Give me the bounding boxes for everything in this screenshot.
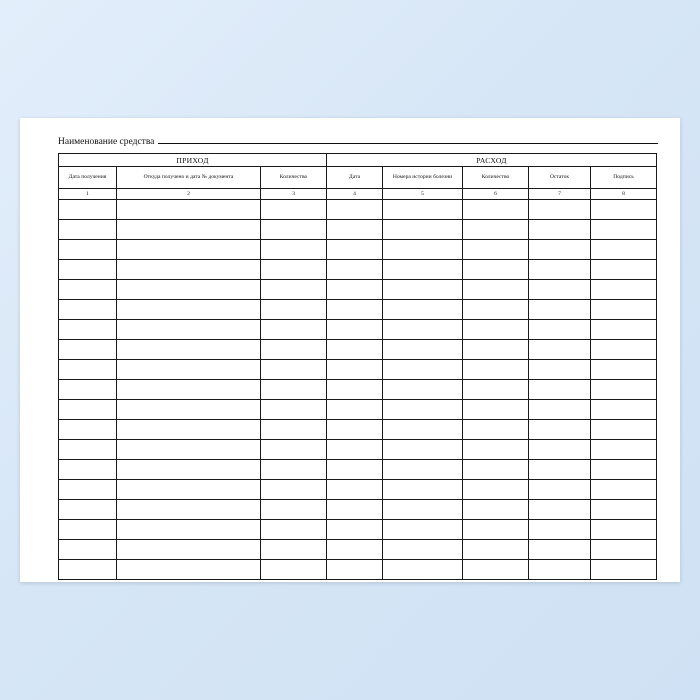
table-body: [59, 200, 657, 580]
column-header-row: [59, 167, 657, 189]
table-cell[interactable]: [463, 240, 529, 260]
table-cell[interactable]: [591, 420, 657, 440]
table-cell[interactable]: [383, 500, 463, 520]
table-cell[interactable]: [261, 460, 327, 480]
table-cell[interactable]: [463, 500, 529, 520]
group-header-prihod: ПРИХОД: [59, 154, 327, 167]
table-cell[interactable]: [529, 520, 591, 540]
table-cell[interactable]: [383, 280, 463, 300]
column-header-case-history-numbers: Номера истории болезни: [383, 167, 463, 189]
table-cell[interactable]: [261, 260, 327, 280]
table-row[interactable]: [59, 340, 657, 360]
table-cell[interactable]: [529, 540, 591, 560]
table-row[interactable]: [59, 360, 657, 380]
table-row[interactable]: [59, 500, 657, 520]
table-cell[interactable]: [59, 380, 117, 400]
table-row[interactable]: [59, 400, 657, 420]
table-row[interactable]: [59, 520, 657, 540]
table-cell[interactable]: [327, 360, 383, 380]
table-cell[interactable]: [261, 360, 327, 380]
table-cell[interactable]: [529, 220, 591, 240]
table-row[interactable]: [59, 240, 657, 260]
document-content: [42, 134, 662, 570]
table-cell[interactable]: [59, 480, 117, 500]
table-cell[interactable]: [117, 540, 261, 560]
table-row[interactable]: [59, 540, 657, 560]
column-header-quantity-out: Количество: [463, 167, 529, 189]
table-cell[interactable]: [327, 440, 383, 460]
table-cell[interactable]: [383, 200, 463, 220]
table-cell[interactable]: [327, 460, 383, 480]
table-cell[interactable]: [59, 220, 117, 240]
table-cell[interactable]: [261, 500, 327, 520]
table-cell[interactable]: [529, 260, 591, 280]
table-cell[interactable]: [261, 300, 327, 320]
table-cell[interactable]: [463, 340, 529, 360]
table-cell[interactable]: [591, 480, 657, 500]
table-cell[interactable]: [529, 300, 591, 320]
table-cell[interactable]: [59, 360, 117, 380]
table-cell[interactable]: [261, 380, 327, 400]
table-cell[interactable]: [261, 560, 327, 580]
table-cell[interactable]: [117, 480, 261, 500]
table-cell[interactable]: [117, 340, 261, 360]
table-cell[interactable]: [261, 240, 327, 260]
table-cell[interactable]: [117, 460, 261, 480]
table-cell[interactable]: [591, 400, 657, 420]
table-cell[interactable]: [383, 520, 463, 540]
table-cell[interactable]: [383, 300, 463, 320]
table-cell[interactable]: [383, 440, 463, 460]
column-number-row: [59, 189, 657, 200]
table-cell[interactable]: [591, 220, 657, 240]
table-cell[interactable]: [383, 320, 463, 340]
table-cell[interactable]: [463, 420, 529, 440]
table-row[interactable]: [59, 320, 657, 340]
column-number-5: 5: [383, 189, 463, 200]
table-cell[interactable]: [383, 400, 463, 420]
table-cell[interactable]: [591, 440, 657, 460]
table-cell[interactable]: [117, 380, 261, 400]
table-cell[interactable]: [591, 520, 657, 540]
table-cell[interactable]: [261, 400, 327, 420]
table-cell[interactable]: [117, 220, 261, 240]
table-cell[interactable]: [591, 280, 657, 300]
table-cell[interactable]: [383, 240, 463, 260]
table-cell[interactable]: [529, 340, 591, 360]
table-cell[interactable]: [59, 400, 117, 420]
table-cell[interactable]: [463, 280, 529, 300]
table-row[interactable]: [59, 220, 657, 240]
table-cell[interactable]: [261, 420, 327, 440]
table-cell[interactable]: [383, 420, 463, 440]
table-cell[interactable]: [327, 420, 383, 440]
table-cell[interactable]: [529, 460, 591, 480]
table-row[interactable]: [59, 280, 657, 300]
group-header-rashod: РАСХОД: [327, 154, 657, 167]
table-cell[interactable]: [117, 520, 261, 540]
table-cell[interactable]: [529, 280, 591, 300]
table-cell[interactable]: [463, 320, 529, 340]
table-cell[interactable]: [529, 240, 591, 260]
table-cell[interactable]: [117, 260, 261, 280]
table-cell[interactable]: [59, 540, 117, 560]
column-header-quantity-in: Количество: [261, 167, 327, 189]
table-cell[interactable]: [591, 240, 657, 260]
table-cell[interactable]: [117, 360, 261, 380]
table-cell[interactable]: [327, 320, 383, 340]
table-cell[interactable]: [117, 420, 261, 440]
table-cell[interactable]: [463, 360, 529, 380]
column-number-6: 6: [463, 189, 529, 200]
column-header-signature: Подпись: [591, 167, 657, 189]
table-row[interactable]: [59, 480, 657, 500]
table-cell[interactable]: [463, 440, 529, 460]
table-cell[interactable]: [591, 320, 657, 340]
page-title: Наименование средства: [58, 137, 155, 147]
table-cell[interactable]: [383, 540, 463, 560]
table-cell[interactable]: [261, 540, 327, 560]
table-cell[interactable]: [117, 320, 261, 340]
table-cell[interactable]: [383, 220, 463, 240]
table-cell[interactable]: [59, 500, 117, 520]
table-cell[interactable]: [59, 200, 117, 220]
table-cell[interactable]: [327, 500, 383, 520]
document-title-line: [42, 134, 662, 147]
table-cell[interactable]: [383, 340, 463, 360]
table-cell[interactable]: [529, 360, 591, 380]
table-cell[interactable]: [327, 520, 383, 540]
table-cell[interactable]: [463, 300, 529, 320]
table-cell[interactable]: [529, 400, 591, 420]
table-row[interactable]: [59, 200, 657, 220]
table-cell[interactable]: [59, 240, 117, 260]
table-cell[interactable]: [327, 240, 383, 260]
table-cell[interactable]: [261, 440, 327, 460]
table-cell[interactable]: [463, 260, 529, 280]
table-cell[interactable]: [327, 560, 383, 580]
table-cell[interactable]: [59, 280, 117, 300]
table-cell[interactable]: [59, 420, 117, 440]
table-cell[interactable]: [117, 280, 261, 300]
table-cell[interactable]: [591, 360, 657, 380]
column-number-1: 1: [59, 189, 117, 200]
table-cell[interactable]: [59, 460, 117, 480]
table-row[interactable]: [59, 460, 657, 480]
table-cell[interactable]: [261, 340, 327, 360]
table-cell[interactable]: [117, 440, 261, 460]
table-cell[interactable]: [327, 220, 383, 240]
table-cell[interactable]: [117, 200, 261, 220]
document-sheet: [20, 118, 680, 582]
table-cell[interactable]: [59, 340, 117, 360]
table-cell[interactable]: [463, 200, 529, 220]
table-cell[interactable]: [117, 240, 261, 260]
table-cell[interactable]: [327, 260, 383, 280]
table-cell[interactable]: [463, 460, 529, 480]
column-number-7: 7: [529, 189, 591, 200]
column-header-balance: Остаток: [529, 167, 591, 189]
group-header-row: [59, 154, 657, 167]
table-cell[interactable]: [383, 260, 463, 280]
table-cell[interactable]: [529, 420, 591, 440]
table-cell[interactable]: [591, 500, 657, 520]
column-header-source-and-doc: Откуда получено и дата № документа: [117, 167, 261, 189]
table-cell[interactable]: [261, 280, 327, 300]
table-row[interactable]: [59, 420, 657, 440]
table-cell[interactable]: [591, 260, 657, 280]
table-cell[interactable]: [591, 460, 657, 480]
table-cell[interactable]: [529, 200, 591, 220]
column-number-8: 8: [591, 189, 657, 200]
table-cell[interactable]: [327, 480, 383, 500]
table-cell[interactable]: [529, 500, 591, 520]
table-cell[interactable]: [327, 540, 383, 560]
table-cell[interactable]: [529, 440, 591, 460]
table-cell[interactable]: [261, 520, 327, 540]
table-cell[interactable]: [327, 200, 383, 220]
table-cell[interactable]: [59, 260, 117, 280]
table-cell[interactable]: [117, 300, 261, 320]
table-row[interactable]: [59, 440, 657, 460]
table-cell[interactable]: [383, 380, 463, 400]
table-cell[interactable]: [591, 340, 657, 360]
table-cell[interactable]: [529, 480, 591, 500]
table-cell[interactable]: [529, 560, 591, 580]
column-number-2: 2: [117, 189, 261, 200]
table-cell[interactable]: [591, 560, 657, 580]
table-cell[interactable]: [591, 540, 657, 560]
table-cell[interactable]: [591, 380, 657, 400]
table-row[interactable]: [59, 560, 657, 580]
table-cell[interactable]: [529, 320, 591, 340]
table-cell[interactable]: [59, 440, 117, 460]
column-header-date-received: Дата получения: [59, 167, 117, 189]
table-cell[interactable]: [59, 320, 117, 340]
table-cell[interactable]: [463, 520, 529, 540]
table-row[interactable]: [59, 380, 657, 400]
table-cell[interactable]: [591, 200, 657, 220]
journal-table: [58, 153, 657, 580]
table-cell[interactable]: [261, 220, 327, 240]
table-cell[interactable]: [261, 320, 327, 340]
table-cell[interactable]: [463, 560, 529, 580]
table-cell[interactable]: [59, 300, 117, 320]
table-cell[interactable]: [117, 560, 261, 580]
table-cell[interactable]: [463, 380, 529, 400]
table-cell[interactable]: [327, 300, 383, 320]
table-cell[interactable]: [529, 380, 591, 400]
table-cell[interactable]: [261, 480, 327, 500]
table-header: [59, 154, 657, 200]
table-cell[interactable]: [327, 380, 383, 400]
table-cell[interactable]: [327, 400, 383, 420]
table-cell[interactable]: [383, 460, 463, 480]
table-cell[interactable]: [327, 280, 383, 300]
title-fill-line: [158, 134, 658, 144]
table-row[interactable]: [59, 300, 657, 320]
column-header-date-out: Дата: [327, 167, 383, 189]
table-cell[interactable]: [463, 480, 529, 500]
table-cell[interactable]: [383, 360, 463, 380]
table-cell[interactable]: [117, 400, 261, 420]
table-cell[interactable]: [463, 400, 529, 420]
table-cell[interactable]: [327, 340, 383, 360]
table-cell[interactable]: [261, 200, 327, 220]
table-cell[interactable]: [463, 220, 529, 240]
table-cell[interactable]: [591, 300, 657, 320]
column-number-4: 4: [327, 189, 383, 200]
table-cell[interactable]: [59, 520, 117, 540]
table-cell[interactable]: [117, 500, 261, 520]
column-number-3: 3: [261, 189, 327, 200]
table-row[interactable]: [59, 260, 657, 280]
table-cell[interactable]: [383, 480, 463, 500]
table-cell[interactable]: [59, 560, 117, 580]
table-cell[interactable]: [463, 540, 529, 560]
table-cell[interactable]: [383, 560, 463, 580]
